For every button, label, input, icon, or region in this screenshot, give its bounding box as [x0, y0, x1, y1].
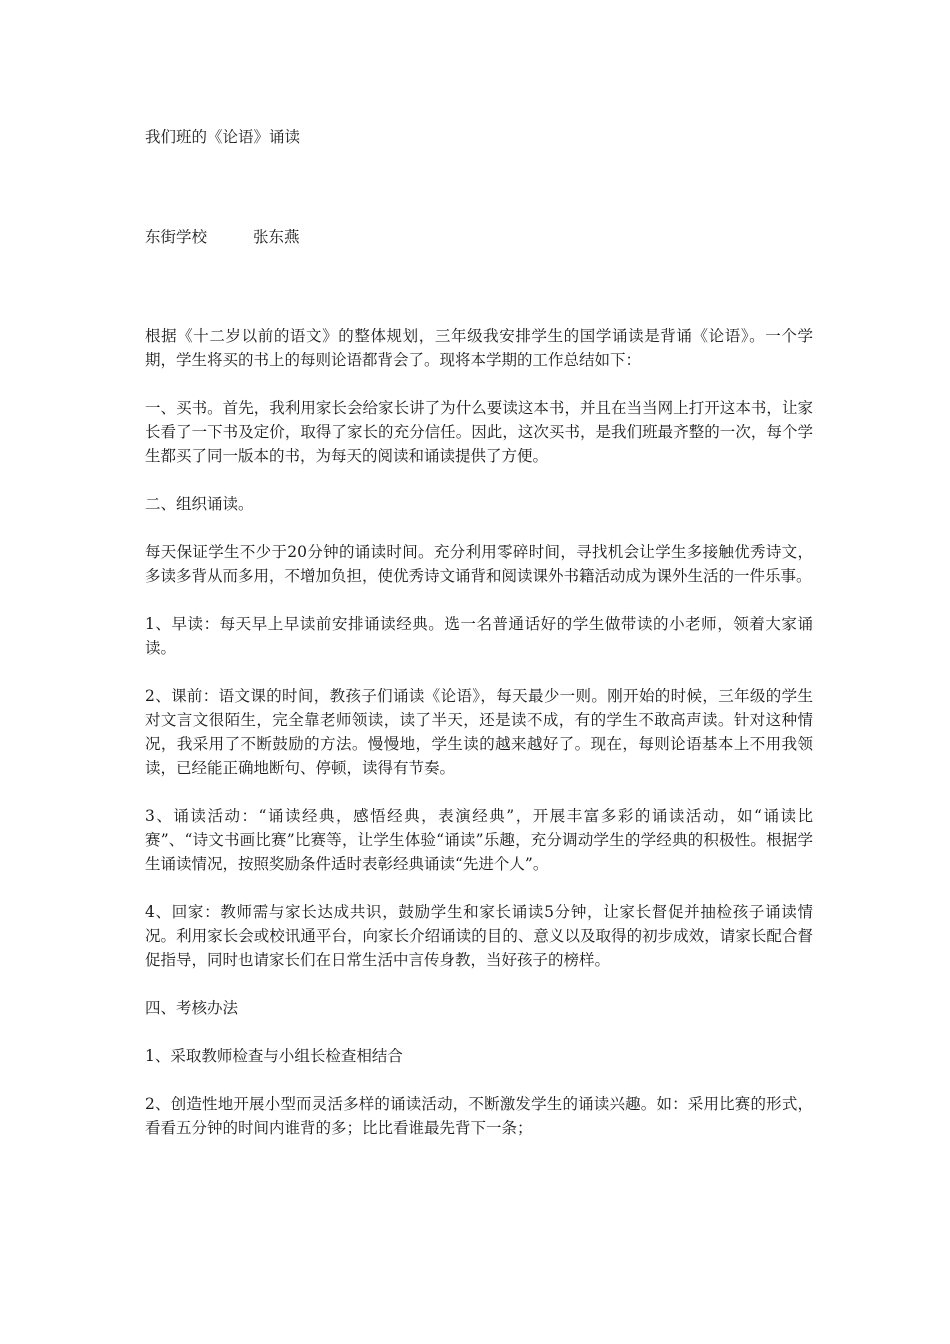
paragraph-intro: 根据《十二岁以前的语文》的整体规划，三年级我安排学生的国学诵读是背诵《论语》。一个学期，学生将买的书上的每则论语都背会了。现将本学期的工作总结如下： [145, 327, 813, 369]
paragraph-assessment-heading: 四、考核办法 [145, 999, 239, 1017]
paragraph-assessment-1: 1、采取教师检查与小组长检查相结合 [145, 1047, 403, 1065]
paragraph-before-class: 2、课前：语文课的时间，教孩子们诵读《论语》，每天最少一则。刚开始的时候，三年级的学生对文言文很陌生，完全靠老师领读，读了半天，还是读不成，有的学生不敢高声读。针对这种情况，我采用了不断鼓励的方法。慢慢地，学生读的越来越好了。现在，每则论语基本上不用我领读，已经能正确地断句、停顿，读得有节奏。 [145, 687, 813, 777]
school-name: 东街学校 [145, 228, 208, 246]
document-title: 我们班的《论语》诵读 [145, 128, 301, 146]
paragraph-daily-time: 每天保证学生不少于20分钟的诵读时间。充分利用零碎时间，寻找机会让学生多接触优秀诗文，多读多背从而多用，不增加负担，使优秀诗文诵背和阅读课外书籍活动成为课外生活的一件乐事。 [145, 543, 813, 585]
author-name: 张东燕 [253, 228, 300, 246]
paragraph-morning-reading: 1、早读：每天早上早读前安排诵读经典。选一名普通话好的学生做带读的小老师，领着大家诵读。 [145, 615, 813, 657]
paragraph-organize-heading: 二、组织诵读。 [145, 495, 254, 513]
paragraph-activities: 3、诵读活动：“诵读经典，感悟经典，表演经典”，开展丰富多彩的诵读活动，如“诵读比赛”、“诗文书画比赛”比赛等，让学生体验“诵读”乐趣，充分调动学生的学经典的积极性。根据学生诵读情况，按照奖励条件适时表彰经典诵读“先进个人”。 [145, 807, 813, 873]
paragraph-assessment-2: 2、创造性地开展小型而灵活多样的诵读活动，不断激发学生的诵读兴趣。如：采用比赛的形式，看看五分钟的时间内谁背的多；比比看谁最先背下一条； [145, 1095, 813, 1137]
paragraph-buy-books: 一、买书。首先，我利用家长会给家长讲了为什么要读这本书，并且在当当网上打开这本书，让家长看了一下书及定价，取得了家长的充分信任。因此，这次买书，是我们班最齐整的一次，每个学生都买了同一版本的书，为每天的阅读和诵读提供了方便。 [145, 399, 813, 465]
paragraph-at-home: 4、回家：教师需与家长达成共识，鼓励学生和家长诵读5分钟，让家长督促并抽检孩子诵读情况。利用家长会或校讯通平台，向家长介绍诵读的目的、意义以及取得的初步成效，请家长配合督促指导，同时也请家长们在日常生活中言传身教，当好孩子的榜样。 [145, 903, 813, 969]
byline [145, 227, 300, 247]
document-body [145, 324, 813, 1164]
